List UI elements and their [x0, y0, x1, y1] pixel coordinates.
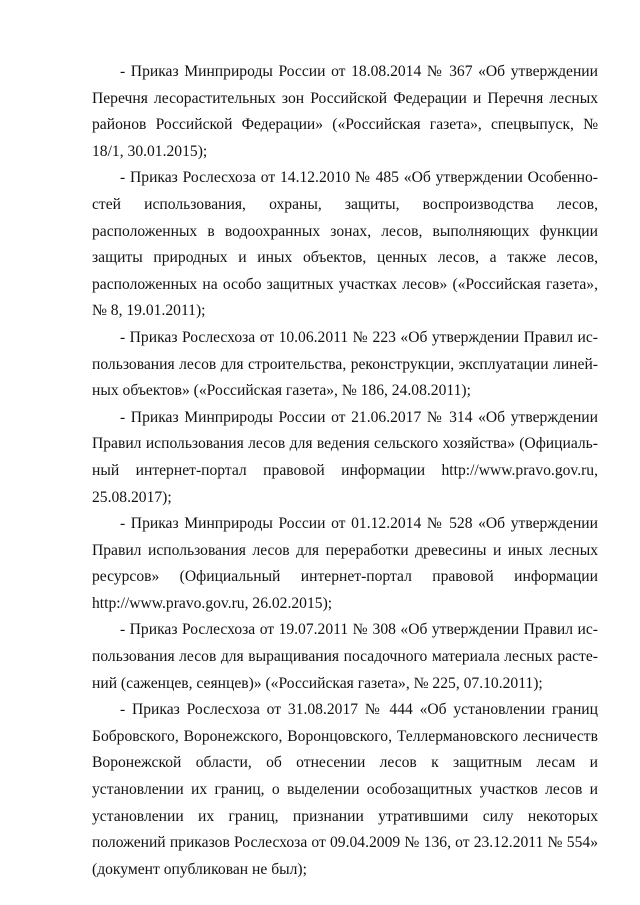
paragraph-order-314: - Приказ Минприроды России от 21.06.2017 № 314 «Об утверждении Правил использования лесов для ведения сельского хозяйства» (Официальный интернет-портал правовой информации http://www.pravo.gov.ru, 25.08.2017);	[92, 408, 598, 506]
document-body	[92, 59, 598, 883]
paragraph-order-308: - Приказ Рослесхоза от 19.07.2011 № 308 «Об утверждении Правил использования лесов для выращивания посадочного материала лесных растений (саженцев, сеянцев)» («Российская газета», № 225, 07.10.2011);	[92, 621, 598, 692]
paragraph-order-367: - Приказ Минприроды России от 18.08.2014 № 367 «Об утверждении Перечня лесорастительных зон Российской Федерации и Перечня лесных районов Российской Федерации» («Российская газета», спецвыпуск, № 18/1, 30.01.2015);	[92, 63, 598, 160]
paragraph-order-444: - Приказ Рослесхоза от 31.08.2017 № 444 «Об установлении границ Бобровского, Воронежского, Воронцовского, Теллермановского лесничеств Воронежской области, об отнесении лесов к защитным лесам и установлении их границ, о выделении особозащитных участков лесов и установлении их границ, признании утратившими силу некоторых положений приказов Рослесхоза от 09.04.2009 № 136, от 23.12.2011 № 554» (документ опубликован не был);	[92, 701, 598, 878]
paragraph-order-528: - Приказ Минприроды России от 01.12.2014 № 528 «Об утверждении Правил использования лесов для переработки древесины и иных лесных ресурсов» (Официальный интернет-портал правовой информации http://www.pravo.gov.ru, 26.02.2015);	[92, 515, 598, 612]
paragraph-order-223: - Приказ Рослесхоза от 10.06.2011 № 223 «Об утверждении Правил использования лесов для строительства, реконструкции, эксплуатации линейных объектов» («Российская газета», № 186, 24.08.2011);	[92, 328, 598, 400]
paragraph-order-485: - Приказ Рослесхоза от 14.12.2010 № 485 «Об утверждении Особенностей использования, охраны, защиты, воспроизводства лесов, расположенных в водоохранных зонах, лесов, выполняющих функции защиты природных и иных объектов, ценных лесов, а также лесов, расположенных на особо защитных участках лесов» («Российская газета», № 8, 19.01.2011);	[92, 169, 598, 320]
